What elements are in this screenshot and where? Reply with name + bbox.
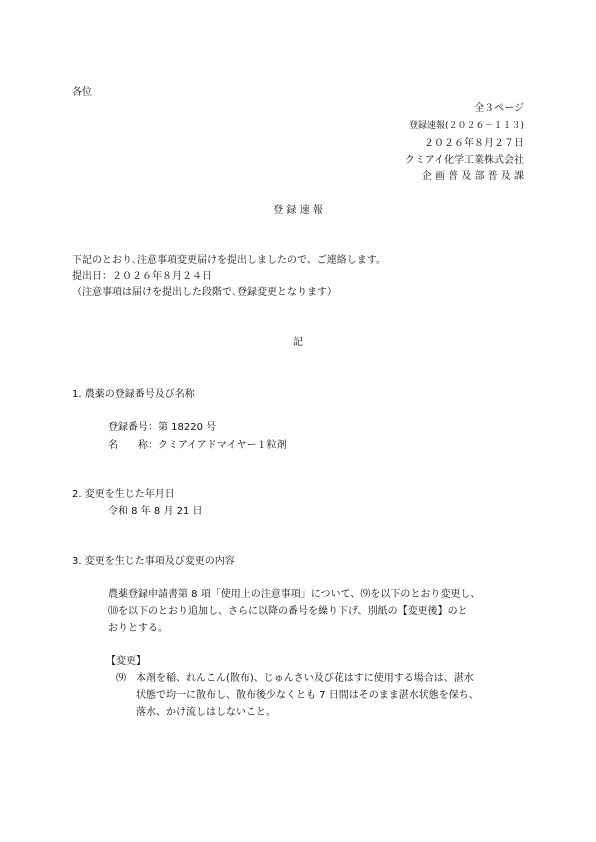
department-name: 企 画 普 及 部 普 及 課 bbox=[421, 171, 524, 182]
intro-line-1: 下記のとおり､注意事項変更届けを提出しましたので、ご連絡します。 bbox=[72, 255, 386, 266]
issue-date: ２０２６年８月２７日 bbox=[424, 138, 524, 149]
document-number: 登録速報(２０２６－１１３) bbox=[408, 121, 524, 131]
submission-date: 提出日：２０２６年８月２４日 bbox=[72, 271, 212, 282]
item-line-3: 落水、かけ流しはしないこと。 bbox=[136, 707, 276, 718]
company-name: クミアイ化学工業株式会社 bbox=[404, 155, 524, 166]
ki-text: 記 bbox=[293, 337, 303, 348]
change-label: 【変更】 bbox=[106, 656, 146, 667]
ki-marker bbox=[0, 338, 596, 348]
intro-note: （注意事項は届けを提出した段階で､登録変更となります） bbox=[72, 287, 337, 298]
section-2-heading: 2. 変更を生じた年月日 bbox=[72, 489, 175, 500]
item-number: ⑼ bbox=[116, 673, 126, 684]
para-line-3: おりとする。 bbox=[108, 623, 168, 634]
para-line-2: ⑽を以下のとおり追加し、さらに以降の番号を繰り下げ、別紙の【変更後】のと bbox=[108, 606, 468, 617]
item-line-2: 状態で均一に散布し、散布後少なくとも 7 日間はそのまま湛水状態を保ち、 bbox=[136, 690, 479, 701]
page-count: 全３ページ bbox=[474, 103, 524, 114]
para-line-1: 農薬登録申請書第 8 項「使用上の注意事項」について、⑼を以下のとおり変更し、 bbox=[108, 589, 481, 600]
document-title bbox=[0, 206, 596, 216]
change-date: 令和 8 年 8 月 21 日 bbox=[108, 506, 203, 517]
section-3-heading: 3. 変更を生じた事項及び変更の内容 bbox=[72, 556, 235, 567]
recipient: 各位 bbox=[72, 87, 92, 98]
title-text: 登 録 速 報 bbox=[273, 205, 323, 216]
product-name: 名 称：クミアイアドマイヤー１粒剤 bbox=[108, 440, 287, 451]
item-line-1: 本剤を稲、れんこん(散布)、じゅんさい及び花はすに使用する場合は、湛水 bbox=[136, 673, 474, 684]
section-1-heading: 1. 農薬の登録番号及び名称 bbox=[72, 389, 195, 400]
registration-number: 登録番号：第 18220 号 bbox=[108, 422, 217, 433]
